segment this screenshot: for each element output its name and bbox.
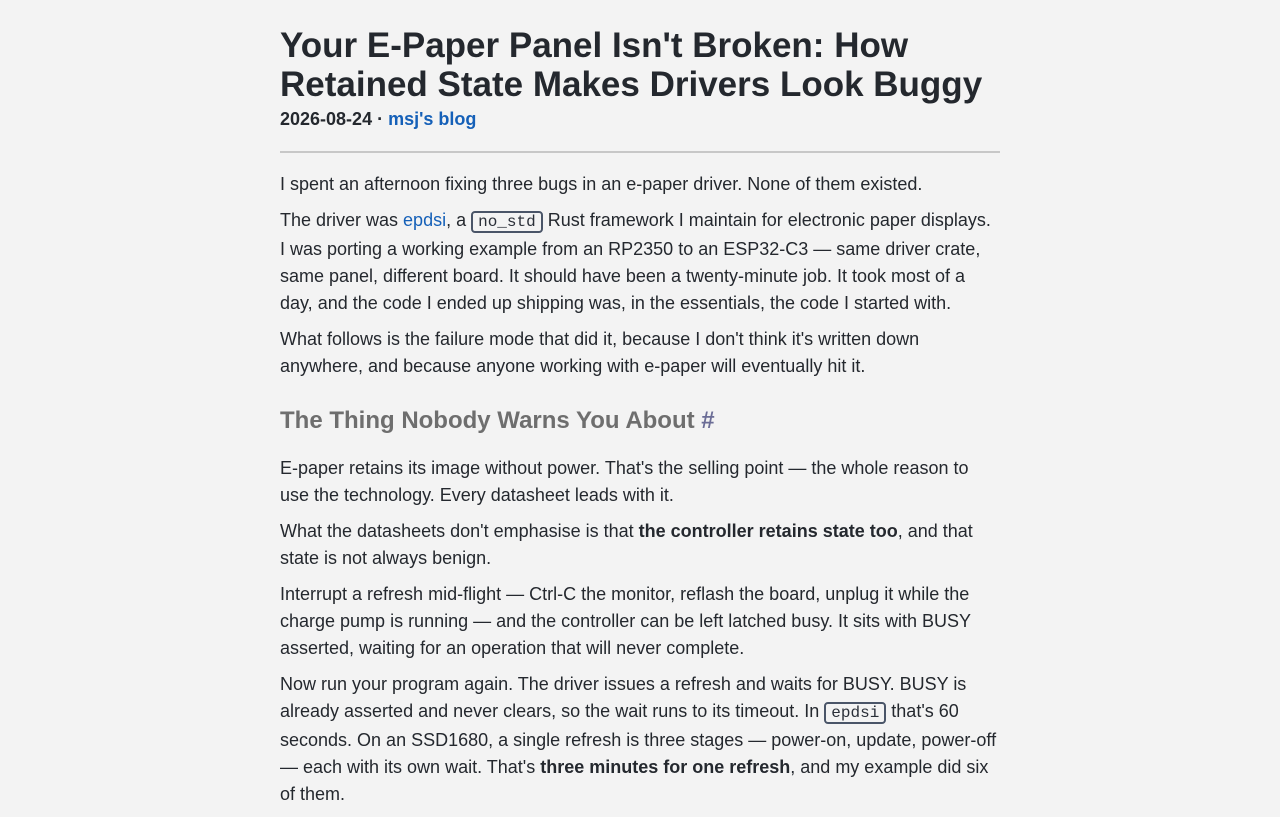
meta-separator: · [372, 109, 389, 129]
text-span: The driver was [280, 210, 404, 230]
section-heading [280, 406, 1000, 436]
post-meta [280, 108, 1000, 130]
section-heading-text: The Thing Nobody Warns You About [280, 407, 695, 434]
post-date: 2026-08-24 [280, 109, 373, 129]
paragraph-timeout [280, 671, 1000, 808]
blog-home-link[interactable]: msj's blog [388, 109, 477, 129]
text-span: , a [446, 210, 472, 230]
paragraph-intro: I spent an afternoon fixing three bugs in an e-paper driver. None of them existed. [280, 174, 923, 194]
epdsi-link[interactable]: epdsi [403, 210, 447, 230]
text-span: that's 60 seconds. On an SSD1680, a single refresh is three stages — power-on, update, power-off — each with its own wait. That's [280, 701, 997, 777]
paragraph-controller-state [280, 518, 1000, 572]
inline-code-epdsi: epdsi [824, 702, 886, 724]
section-anchor-link[interactable]: # [701, 407, 715, 434]
paragraph-interrupt: Interrupt a refresh mid-flight — Ctrl-C the monitor, reflash the board, unplug it while the charge pump is running — and the controller can be left latched busy. It sits with BUSY asserted, waiting for an operation that will never complete. [280, 584, 971, 658]
paragraph-driver [280, 207, 1000, 317]
text-span: What the datasheets don't emphasise is that [280, 521, 639, 541]
text-span: Rust framework I maintain for electronic paper displays. I was porting a working example from an RP2350 to an ESP32-C3 — same driver crate, same panel, different board. It should have been a twenty-minute job. It took most of a day, and the code I ended up shipping was, in the essentials, the code I started with. [280, 210, 991, 313]
inline-code-no-std: no_std [471, 211, 543, 233]
article [280, 0, 1000, 817]
paragraph-failure-mode: What follows is the failure mode that did it, because I don't think it's written down anywhere, and because anyone working with e-paper will eventually hit it. [280, 329, 920, 376]
text-span: , and my example did six of them. [280, 757, 989, 804]
text-span: Now run your program again. The driver issues a refresh and waits for BUSY. BUSY is already asserted and never clears, so the wait runs to its timeout. In [280, 674, 967, 721]
emphasis-controller-state: the controller retains state too [638, 521, 898, 541]
paragraph-retains-image: E-paper retains its image without power. That's the selling point — the whole reason to use the technology. Every datasheet leads with it. [280, 458, 969, 505]
post-title: Your E-Paper Panel Isn't Broken: How Retained State Makes Drivers Look Buggy [280, 26, 983, 104]
emphasis-three-minutes: three minutes for one refresh [540, 757, 791, 777]
title-divider [280, 151, 1000, 153]
text-span: , and that state is not always benign. [280, 521, 973, 568]
